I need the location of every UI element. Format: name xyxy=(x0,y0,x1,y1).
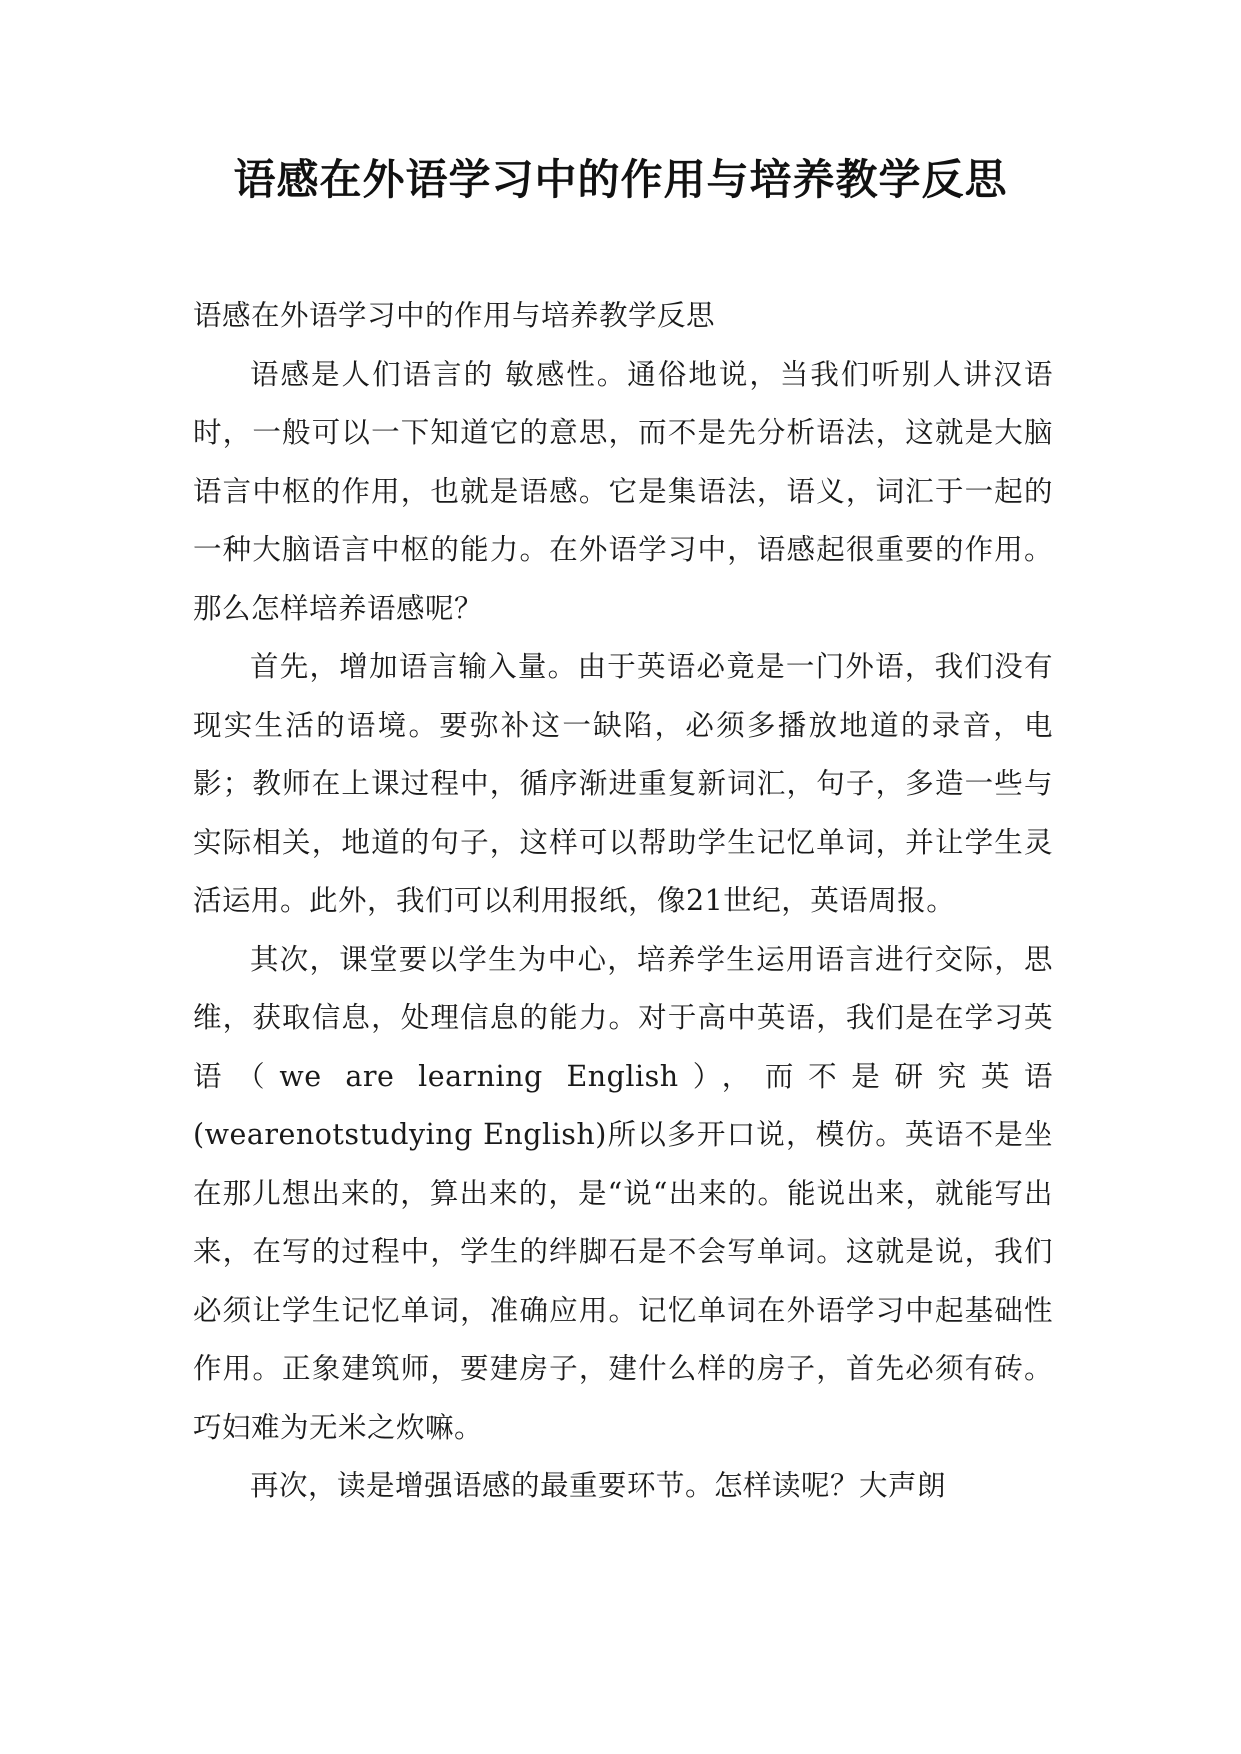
paragraph-4: 再次，读是增强语感的最重要环节。怎样读呢？大声朗 xyxy=(250,1469,947,1502)
paragraph-1: 语感是人们语言的 敏感性。通俗地说，当我们听别人讲汉语时，一般可以一下知道它的意思，而不是先分析语法，这就是大脑语言中枢的作用，也就是语感。它是集语法，语义，词汇于一起的一种大脑语言中枢的能力。在外语学习中，语感起很重要的作用。那么怎样培养语感呢？ xyxy=(193,357,1053,625)
document-subtitle: 语感在外语学习中的作用与培养教学反思 xyxy=(193,299,716,332)
paragraph-2: 首先，增加语言输入量。由于英语必竟是一门外语，我们没有现实生活的语境。要弥补这一缺陷，必须多播放地道的录音，电影；教师在上课过程中，循序渐进重复新词汇，句子，多造一些与实际相关，地道的句子，这样可以帮助学生记忆单词，并让学生灵活运用。此外，我们可以利用报纸，像21世纪，英语周报。 xyxy=(193,650,1053,917)
paragraph-3: 其次，课堂要以学生为中心，培养学生运用语言进行交际，思维，获取信息，处理信息的能力。对于高中英语，我们是在学习英语（we are learning English），而不是研究英语(wearenotstudying English)所以多开口说，模仿。英语不是坐在那儿想出来的，算出来的，是“说“出来的。能说出来，就能写出来，在写的过程中，学生的绊脚石是不会写单词。这就是说，我们必须让学生记忆单词，准确应用。记忆单词在外语学习中起基础性作用。正象建筑师，要建房子，建什么样的房子，首先必须有砖。巧妇难为无米之炊嘛。 xyxy=(193,942,1053,1444)
document-title: 语感在外语学习中的作用与培养教学反思 xyxy=(233,155,1008,204)
document-body xyxy=(193,287,1053,1516)
